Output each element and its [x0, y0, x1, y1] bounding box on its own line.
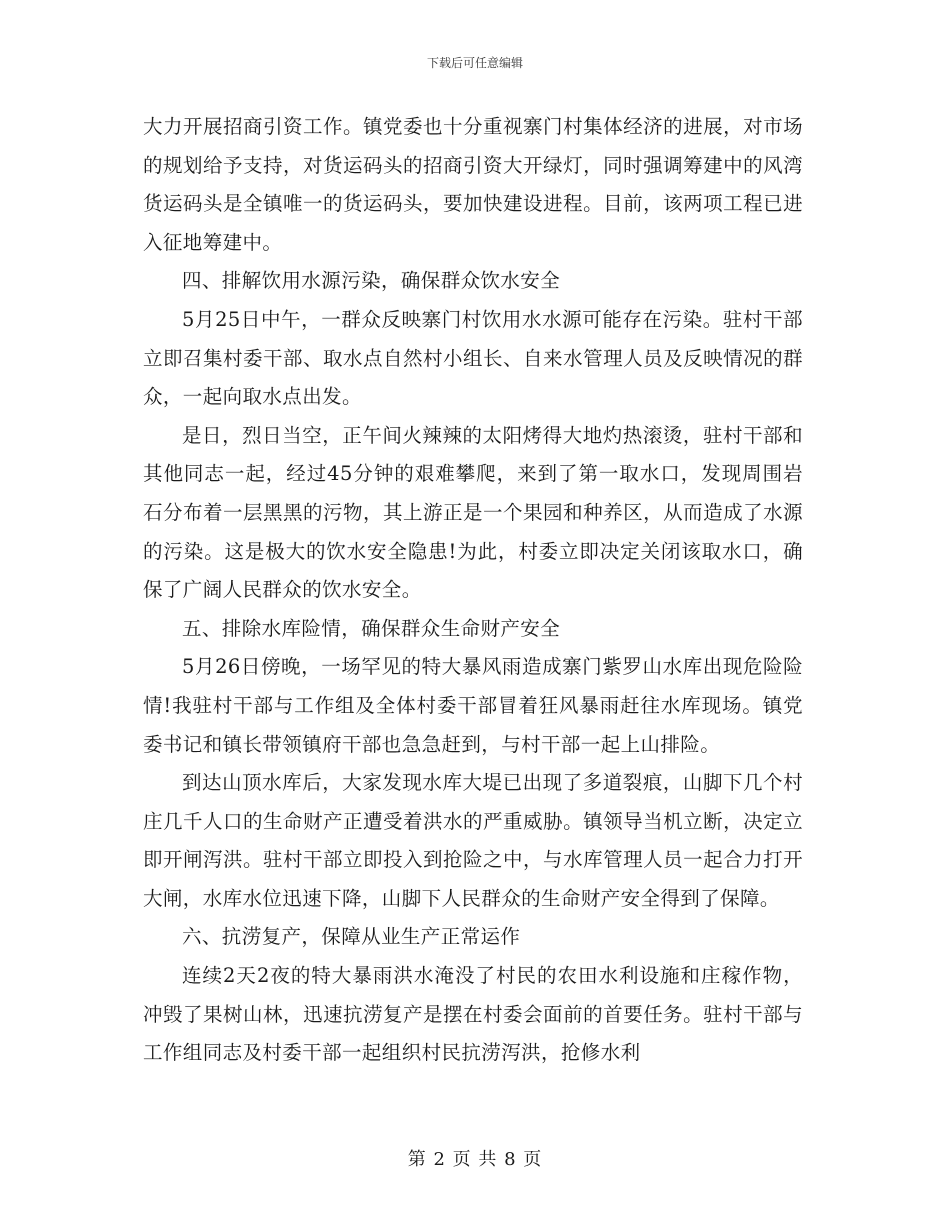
- section-heading: 五、排除水库险情，确保群众生命财产安全: [182, 616, 561, 640]
- paragraph: 5月26日傍晚，一场罕见的特大暴风雨造成寨门紫罗山水库出现危险险情!我驻村干部与工作组及全体村委干部冒着狂风暴雨赶往水库现场。镇党委书记和镇长带领镇府干部也急急赶到，与村干部一起上山排险。: [143, 655, 803, 756]
- body-text: [143, 108, 803, 1073]
- paragraph: 到达山顶水库后，大家发现水库大堤已出现了多道裂痕，山脚下几个村庄几千人口的生命财产正遭受着洪水的严重威胁。镇领导当机立断，决定立即开闸泻洪。驻村干部立即投入到抢险之中，与水库管理人员一起合力打开大闸，水库水位迅速下降，山脚下人民群众的生命财产安全得到了保障。: [143, 771, 803, 910]
- paragraph: 大力开展招商引资工作。镇党委也十分重视寨门村集体经济的进展，对市场的规划给予支持，对货运码头的招商引资大开绿灯，同时强调筹建中的风湾货运码头是全镇唯一的货运码头，要加快建设进程。目前，该两项工程已进入征地筹建中。: [143, 115, 803, 254]
- paragraph: 连续2天2夜的特大暴雨洪水淹没了村民的农田水利设施和庄稼作物，冲毁了果树山林，迅速抗涝复产是摆在村委会面前的首要任务。驻村干部与工作组同志及村委干部一起组织村民抗涝泻洪，抢修水利: [143, 964, 803, 1065]
- section-heading: 四、排解饮用水源污染，确保群众饮水安全: [182, 269, 561, 293]
- paragraph: 是日，烈日当空，正午间火辣辣的太阳烤得大地灼热滚烫，驻村干部和其他同志一起，经过45分钟的艰难攀爬，来到了第一取水口，发现周围岩石分布着一层黑黑的污物，其上游正是一个果园和种养区，从而造成了水源的污染。这是极大的饮水安全隐患!为此，村委立即决定关闭该取水口，确保了广阔人民群众的饮水安全。: [143, 423, 803, 602]
- page-header: 下载后可任意编辑: [426, 56, 523, 70]
- paragraph: 5月25日中午，一群众反映寨门村饮用水水源可能存在污染。驻村干部立即召集村委干部、取水点自然村小组长、自来水管理人员及反映情况的群众，一起向取水点出发。: [143, 307, 803, 409]
- section-heading: 六、抗涝复产，保障从业生产正常运作: [182, 925, 521, 949]
- page-number: 第 2 页 共 8 页: [407, 1149, 543, 1170]
